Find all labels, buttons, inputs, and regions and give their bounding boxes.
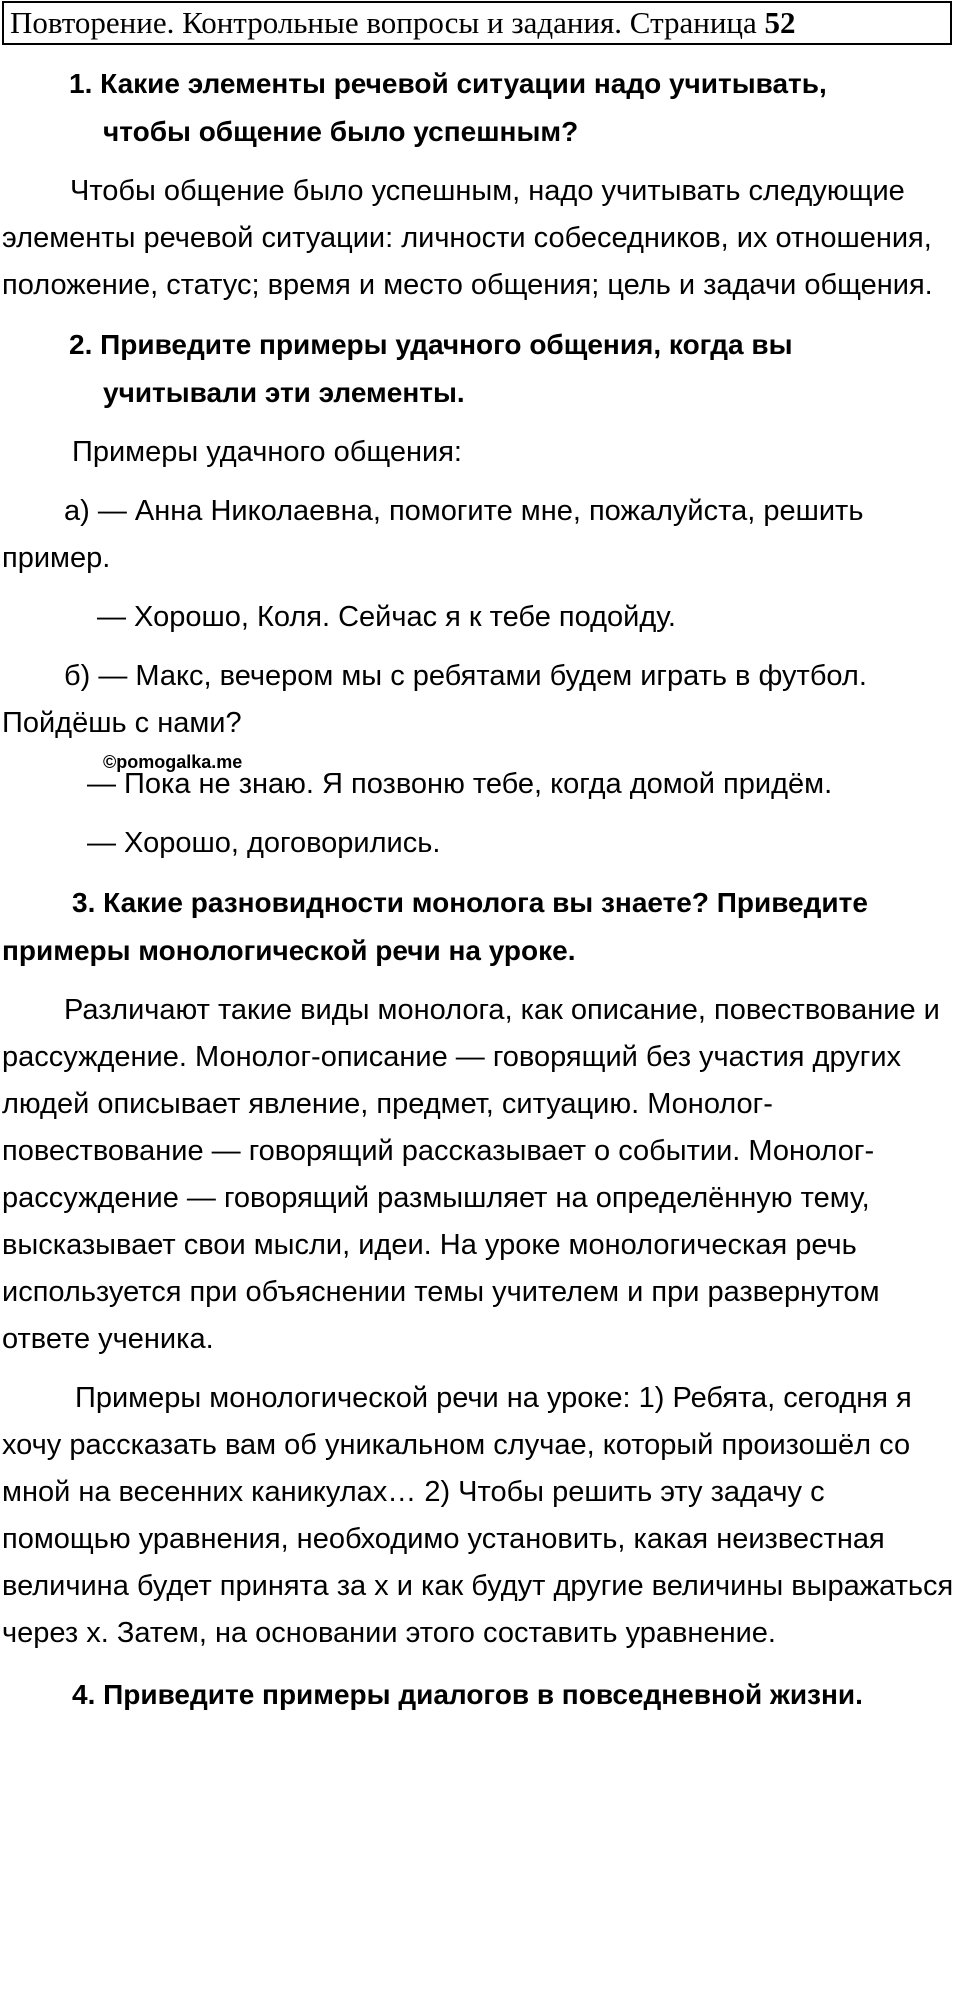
dialogue-a-line-1: а) — Анна Николаевна, помогите мне, пожалуйста, решить пример. [2,495,864,574]
dialogue-b-line-1: б) — Макс, вечером мы с ребятами будем играть в футбол. Пойдёшь с нами? [2,660,867,739]
dialogue-b-line-3: — Хорошо, договорились. [87,827,441,859]
watermark: ©pomogalka.me [103,752,243,772]
question-4: 4. Приведите примеры диалогов в повседневной жизни. [72,1679,863,1710]
dialogue-b-line-2: — Пока не знаю. Я позвоню тебе, когда домой придём. [87,768,833,800]
header-title: Повторение. Контрольные вопросы и задания. Страница [10,5,765,40]
examples-intro: Примеры удачного общения: [72,436,462,468]
question-1-line-2: чтобы общение было успешным? [103,116,579,147]
page-number: 52 [764,5,796,40]
dialogue-b-reply-block [0,752,955,808]
question-2 [0,321,955,417]
question-2-line-2: учитывали эти элементы. [103,377,465,408]
answer-1: Чтобы общение было успешным, надо учитывать следующие элементы речевой ситуации: личности собеседников, их отношения, положение, статус; время и место общения; цель и задачи общения. [2,175,933,301]
question-1-line-1: 1. Какие элементы речевой ситуации надо учитывать, [69,68,827,99]
page-header [2,1,952,45]
dialogue-a-line-2: — Хорошо, Коля. Сейчас я к тебе подойду. [97,601,676,633]
page-content [0,60,955,1719]
answer-3-paragraph-1: Различают такие виды монолога, как описание, повествование и рассуждение. Монолог-описание — говорящий без участия других людей описывает явление, предмет, ситуацию. Монолог-повествование — говорящий рассказывает о событии. Монолог-рассуждение — говорящий размышляет на определённую тему, высказывает свои мысли, идеи. На уроке монологическая речь используется при объяснении темы учителем и при развернутом ответе ученика. [2,994,940,1355]
question-3: 3. Какие разновидности монолога вы знаете? Приведите примеры монологической речи на уроке. [2,887,868,966]
answer-3-paragraph-2: Примеры монологической речи на уроке: 1) Ребята, сегодня я хочу рассказать вам об уникальном случае, который произошёл со мной на весенних каникулах… 2) Чтобы решить эту задачу с помощью уравнения, необходимо установить, какая неизвестная величина будет принята за x и как будут другие величины выражаться через x. Затем, на основании этого составить уравнение. [2,1382,954,1649]
question-1 [0,60,955,156]
question-2-line-1: 2. Приведите примеры удачного общения, когда вы [69,329,793,360]
